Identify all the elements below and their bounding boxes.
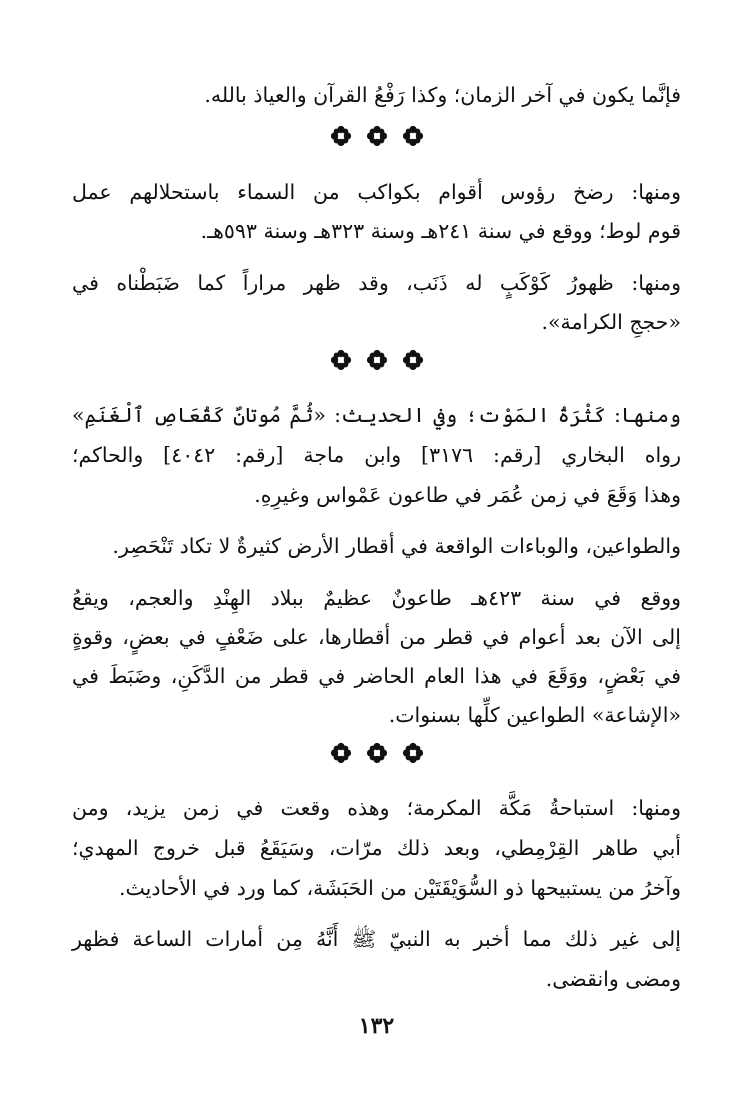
text-line: ومضى وانقضى.: [545, 967, 681, 991]
flower-ornament-icon: [366, 742, 388, 764]
flower-ornament-icon: [330, 125, 352, 147]
text-line: ومنها: رضخ رؤوس أقوام بكواكب من السماء باستحلالهم عمل: [72, 180, 681, 204]
flower-ornament-icon: [366, 349, 388, 371]
text-line: ومنها: استباحةُ مَكَّة المكرمة؛ وهذه وقعت في زمن يزيد، ومن: [72, 796, 681, 820]
text-line: قوم لوط؛ ووقع في سنة ٢٤١هـ وسنة ٣٢٣هـ وسنة ٥٩٣هـ.: [200, 219, 681, 243]
text-line: ووقع في سنة ٤٢٣هـ طاعونٌ عظيمٌ ببلاد الهِنْدِ والعجم، ويقعُ: [72, 586, 681, 610]
text-line: فإنَّما يكون في آخر الزمان؛ وكذا رَفْعُ القرآن والعياذ بالله.: [204, 83, 681, 107]
text-line: ومنها: كَثْرَةُ المَوْت؛ وفي الحديث: «ثُمَّ مُوتانٌ كَقُعَاصِ ٱلْغَنَمِ»: [72, 403, 681, 427]
flower-ornament-icon: [402, 742, 424, 764]
text-line: «الإشاعة» الطواعين كلِّها بسنوات.: [388, 703, 681, 727]
text-line: والطواعين، والوباءات الواقعة في أقطار الأرض كثيرةٌ لا تكاد تَنْحَصِر.: [112, 534, 681, 558]
text-line: إلى الآن بعد أعوام في قطر من أقطارها، على ضَعْفٍ في بعضٍ، وقوةٍ: [72, 625, 681, 649]
text-line: وهذا وَقَعَ في زمن عُمَر في طاعون عَمْواس وغيرِهِ.: [254, 483, 681, 507]
text-line: أبي طاهر القِرْمِطي، وبعد ذلك مرّات، وسَيَقَعُ قبل خروج المهدي؛: [72, 836, 681, 860]
flower-ornament-icon: [330, 349, 352, 371]
text-line: إلى غير ذلك مما أخبر به النبيّ ﷺ أَنَّهُ مِن أمارات الساعة فظهر: [72, 927, 681, 951]
section-divider: [72, 121, 681, 151]
section-divider: [72, 345, 681, 375]
text-line: «حججِ الكرامة».: [541, 310, 681, 334]
flower-ornament-icon: [402, 125, 424, 147]
text-line: ومنها: ظهورُ كَوْكَبٍ له ذَنَب، وقد ظهر مراراً كما ضَبَطْناه في: [72, 271, 681, 295]
text-line: وآخرُ من يستبيحها ذو السُّوَيْقَتَيْن من الحَبَشَة، كما ورد في الأحاديث.: [118, 876, 681, 900]
text-line: في بَعْضٍ، ووَقَعَ في هذا العام الحاضر في قطر من الدَّكَنِ، وضَبَطَ في: [72, 664, 681, 688]
page-number: ١٣٢: [358, 1013, 395, 1039]
section-divider: [72, 738, 681, 768]
text-line: رواه البخاري [رقم: ٣١٧٦] وابن ماجة [رقم: ٤٠٤٢] والحاكم؛: [72, 443, 681, 467]
flower-ornament-icon: [402, 349, 424, 371]
page-body: [72, 0, 681, 1097]
flower-ornament-icon: [366, 125, 388, 147]
flower-ornament-icon: [330, 742, 352, 764]
